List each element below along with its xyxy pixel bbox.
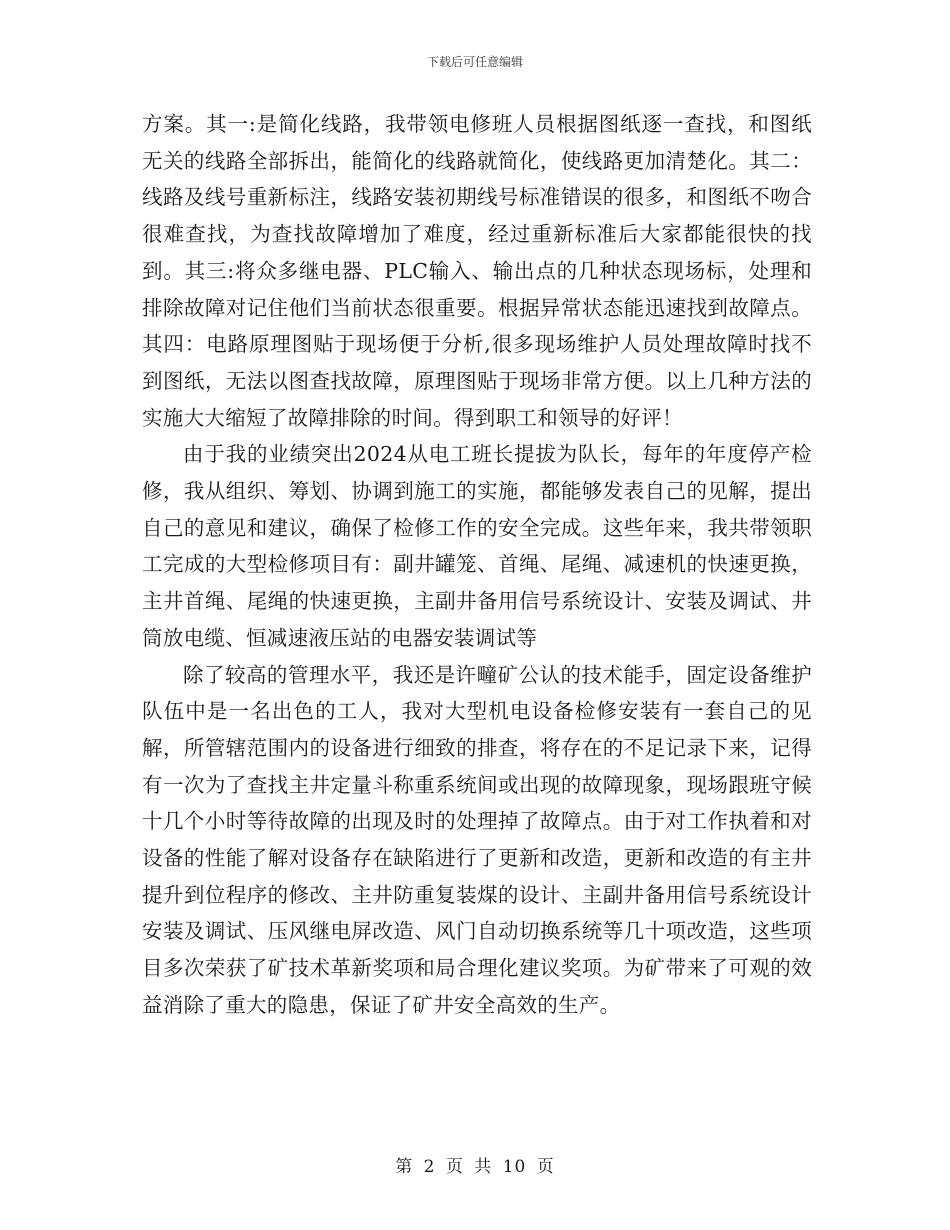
page-header-note: 下载后可任意编辑 — [426, 55, 523, 69]
document-body — [142, 106, 812, 1024]
paragraph-maintenance-projects: 由于我的业绩突出2024从电工班长提拔为队长，每年的年度停产检修，我从组织、筹划、协调到施工的实施，都能够发表自己的见解，提出自己的意见和建议，确保了检修工作的安全完成。这些年来，我共带领职工完成的大型检修项目有：副井罐笼、首绳、尾绳、减速机的快速更换，主井首绳、尾绳的快速更换，主副井备用信号系统设计、安装及调试、井筒放电缆、恒减速液压站的电器安装调试等 — [142, 442, 812, 650]
paragraph-continued-methods: 方案。其一:是简化线路，我带领电修班人员根据图纸逐一查找，和图纸无关的线路全部拆出，能简化的线路就简化，使线路更加清楚化。其二：线路及线号重新标注，线路安装初期线号标准错误的很多，和图纸不吻合很难查找，为查找故障增加了难度，经过重新标准后大家都能很快的找到。其三:将众多继电器、PLC输入、输出点的几种状态现场标，处理和排除故障对记住他们当前状态很重要。根据异常状态能迅速找到故障点。其四：电路原理图贴于现场便于分析,很多现场维护人员处理故障时找不到图纸，无法以图查找故障，原理图贴于现场非常方便。以上几种方法的实施大大缩短了故障排除的时间。得到职工和领导的好评！ — [142, 112, 812, 430]
page-number: 第 2 页 共 10 页 — [395, 1157, 555, 1177]
paragraph-technical-skills: 除了较高的管理水平，我还是许疃矿公认的技术能手，固定设备维护队伍中是一名出色的工人，我对大型机电设备检修安装有一套自己的见解，所管辖范围内的设备进行细致的排查，将存在的不足记录下来，记得有一次为了查找主井定量斗称重系统间或出现的故障现象，现场跟班守候十几个小时等待故障的出现及时的处理掉了故障点。由于对工作执着和对设备的性能了解对设备存在缺陷进行了更新和改造，更新和改造的有主井提升到位程序的修改、主井防重复装煤的设计、主副井备用信号系统设计安装及调试、压风继电屏改造、风门自动切换系统等几十项改造，这些项目多次荣获了矿技术革新奖项和局合理化建议奖项。为矿带来了可观的效益消除了重大的隐患，保证了矿井安全高效的生产。 — [142, 662, 812, 1017]
